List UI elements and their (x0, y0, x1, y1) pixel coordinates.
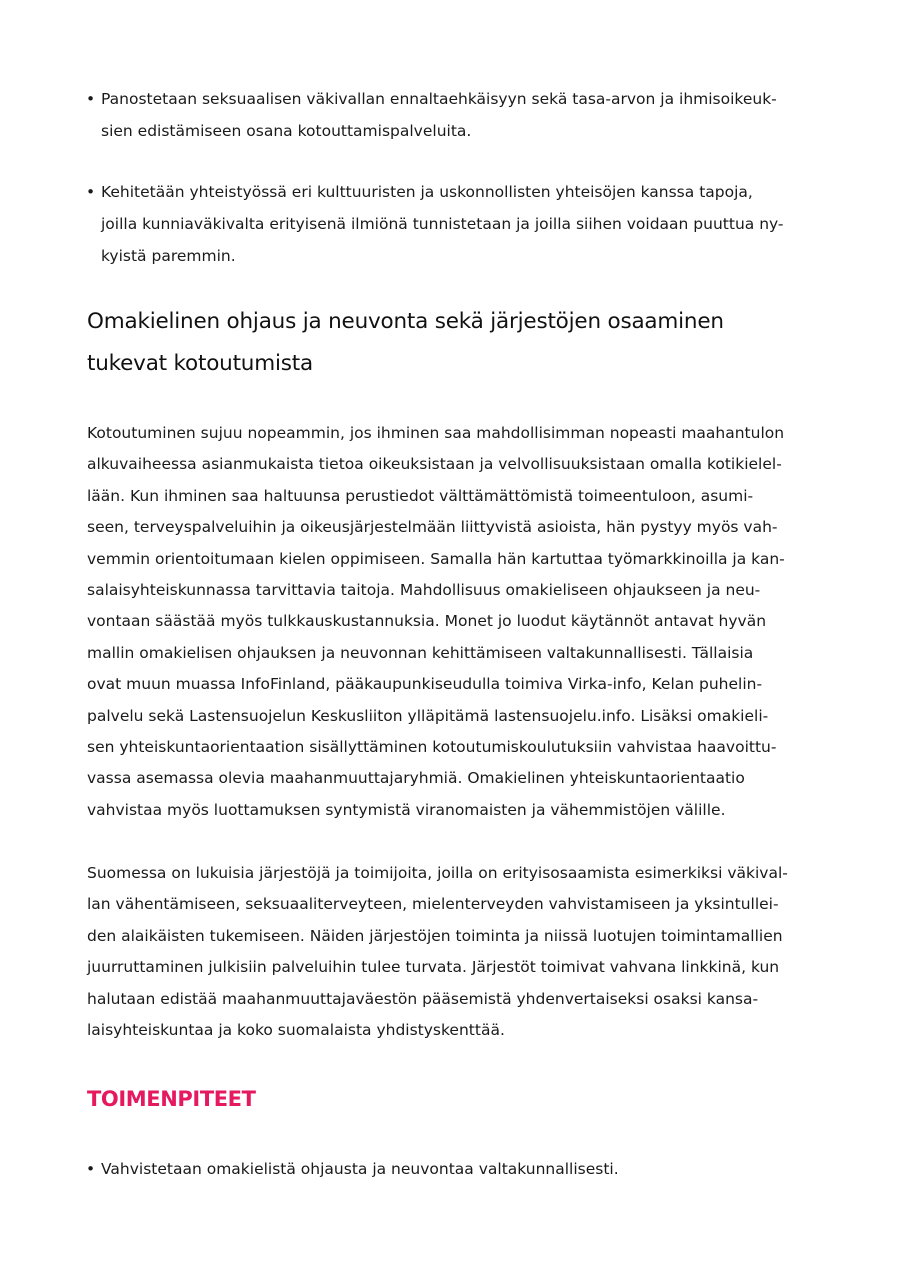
body-paragraph (87, 858, 827, 1046)
paragraph-line: lan vähentämiseen, seksuaaliterveyteen, mielenterveyden vahvistamiseen ja yksintullei- (87, 895, 779, 914)
paragraph-line: vahvistaa myös luottamuksen syntymistä viranomaisten ja vähemmistöjen välille. (87, 800, 726, 819)
paragraph-line: laisyhteiskuntaa ja koko suomalaista yhdistyskenttää. (87, 1021, 505, 1040)
bullet-marker: • (86, 1160, 96, 1178)
paragraph-line: alkuvaiheessa asianmukaista tietoa oikeuksistaan ja velvollisuuksistaan omalla kotikielel- (87, 455, 782, 474)
bullet-line: Kehitetään yhteistyössä eri kulttuuristen ja uskonnollisten yhteisöjen kanssa tapoja, (101, 183, 753, 201)
bullet-item (86, 83, 826, 147)
bullet-line: Vahvistetaan omakielistä ohjausta ja neuvontaa valtakunnallisesti. (101, 1160, 619, 1178)
paragraph-line: seen, terveyspalveluihin ja oikeusjärjestelmään liittyvistä asioista, hän pystyy myös vah- (87, 518, 778, 537)
bullet-line: sien edistämiseen osana kotouttamispalveluita. (101, 122, 472, 140)
bullet-marker: • (86, 183, 96, 201)
bullet-item (86, 176, 826, 272)
paragraph-line: den alaikäisten tukemiseen. Näiden järjestöjen toiminta ja niissä luotujen toimintamallien (87, 926, 783, 945)
paragraph-line: salaisyhteiskunnassa tarvittavia taitoja. Mahdollisuus omakieliseen ohjaukseen ja neu- (87, 581, 761, 600)
bullet-marker: • (86, 90, 96, 108)
paragraph-line: lään. Kun ihminen saa haltuunsa perustiedot välttämättömistä toimeentuloon, asumi- (87, 486, 754, 505)
paragraph-line: palvelu sekä Lastensuojelun Keskusliiton ylläpitämä lastensuojelu.info. Lisäksi omakieli- (87, 706, 769, 725)
section-label-measures: TOIMENPITEET (87, 1087, 256, 1111)
heading-line: tukevat kotoutumista (87, 351, 313, 376)
paragraph-line: Suomessa on lukuisia järjestöjä ja toimijoita, joilla on erityisosaamista esimerkiksi väkival- (87, 864, 788, 882)
paragraph-line: halutaan edistää maahanmuuttajaväestön pääsemistä yhdenvertaiseksi osaksi kansa- (87, 989, 759, 1008)
paragraph-line: mallin omakielisen ohjauksen ja neuvonnan kehittämiseen valtakunnallisesti. Tällaisia (87, 643, 754, 662)
paragraph-line: vemmin orientoitumaan kielen oppimiseen. Samalla hän kartuttaa työmarkkinoilla ja kan- (87, 549, 785, 568)
paragraph-line: ovat muun muassa InfoFinland, pääkaupunkiseudulla toimiva Virka-info, Kelan puhelin- (87, 675, 763, 694)
paragraph-line: vassa asemassa olevia maahanmuuttajaryhmiä. Omakielinen yhteiskuntaorientaatio (87, 769, 745, 788)
bullet-line: kyistä paremmin. (101, 247, 236, 265)
paragraph-line: vontaan säästää myös tulkkauskustannuksia. Monet jo luodut käytännöt antavat hyvän (87, 612, 767, 631)
bullet-line: Panostetaan seksuaalisen väkivallan ennaltaehkäisyyn sekä tasa-arvon ja ihmisoikeuk- (101, 90, 777, 108)
paragraph-line: juurruttaminen julkisiin palveluihin tulee turvata. Järjestöt toimivat vahvana linkkinä, kun (87, 958, 780, 977)
section-heading (87, 301, 827, 385)
paragraph-line: sen yhteiskuntaorientaation sisällyttäminen kotoutumiskoulutuksiin vahvistaa haavoittu- (87, 738, 777, 757)
bullet-line: joilla kunniaväkivalta erityisenä ilmiönä tunnistetaan ja joilla siihen voidaan puuttua ny- (101, 215, 784, 233)
body-paragraph (87, 418, 827, 826)
paragraph-line: Kotoutuminen sujuu nopeammin, jos ihminen saa mahdollisimman nopeasti maahantulon (87, 424, 785, 442)
bullet-item (86, 1153, 826, 1185)
heading-line: Omakielinen ohjaus ja neuvonta sekä järjestöjen osaaminen (87, 309, 724, 334)
